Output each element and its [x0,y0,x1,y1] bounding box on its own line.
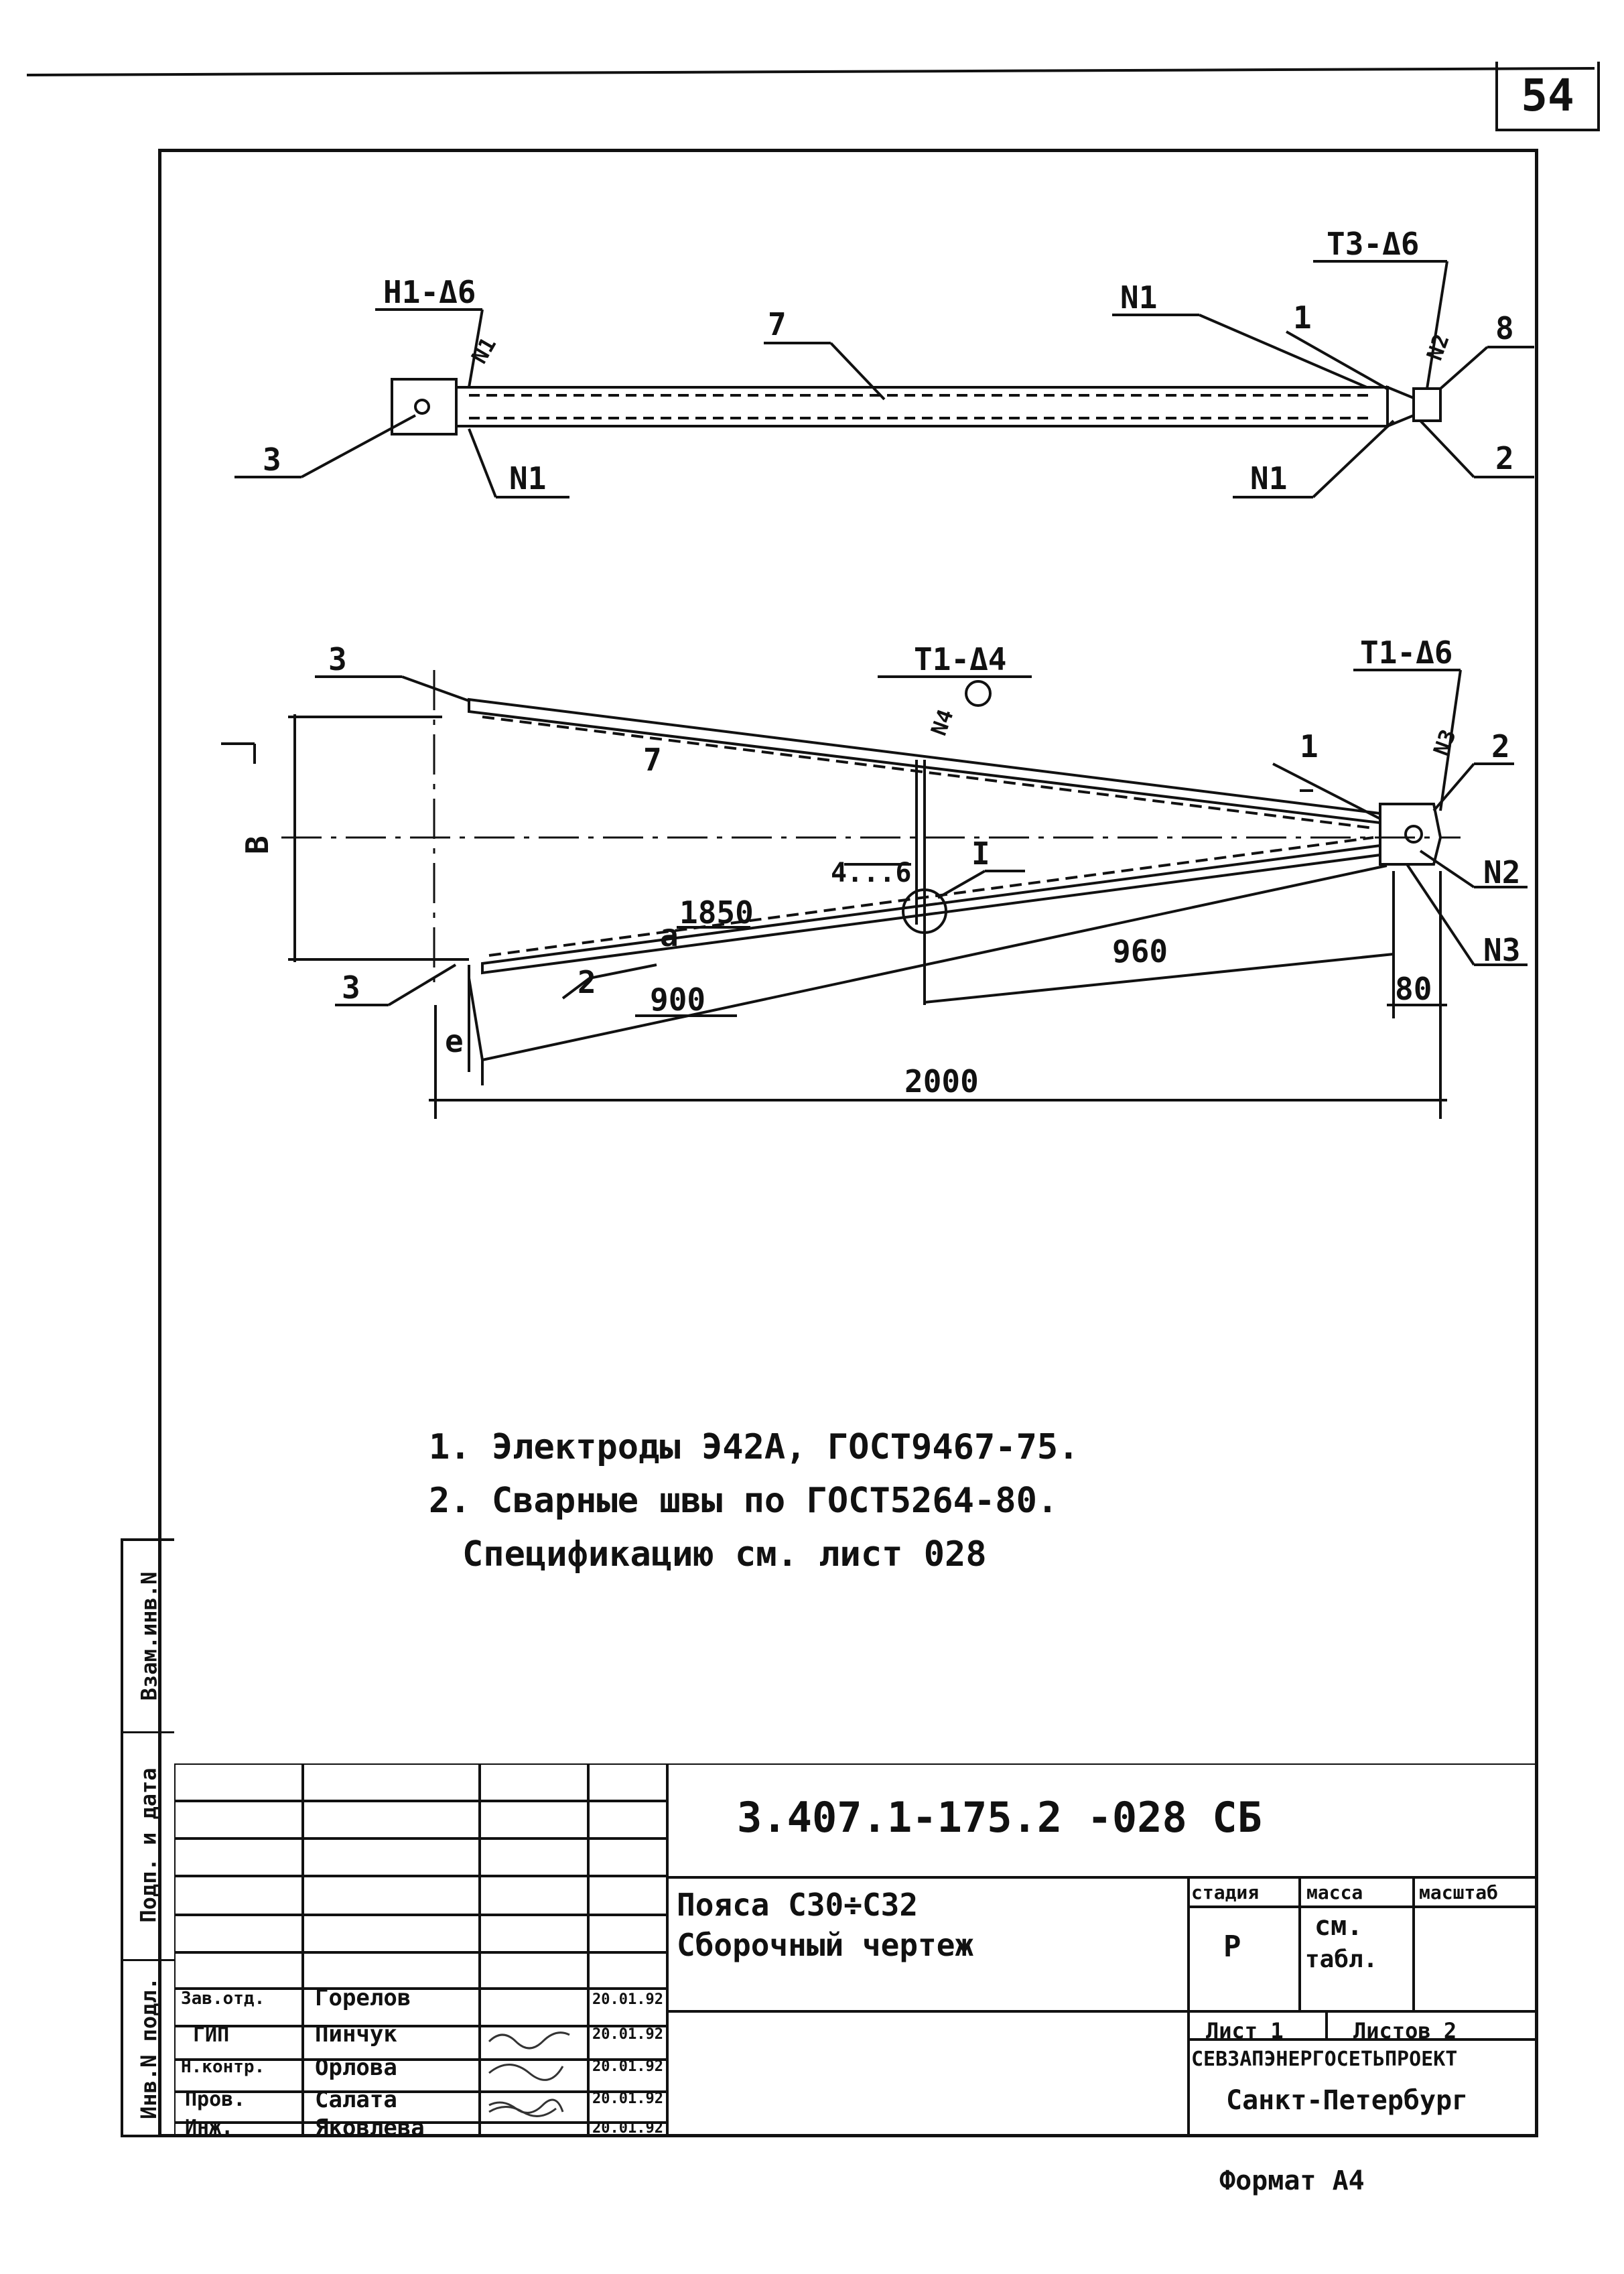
label-front-I: I [971,835,990,872]
signer-name: Орлова [315,2054,397,2081]
label-front-1: 1 [1300,728,1318,764]
page-number: 54 [1495,62,1600,131]
label-front-2-right: 2 [1491,728,1510,764]
signer-date: 20.01.92 [592,2058,663,2075]
side-strip-inv-orig: Инв.N подл. [136,1977,162,2119]
label-front-4-6: 4...6 [831,858,912,888]
label-front-a: a [660,917,679,953]
label-top-t3: T3-Δ6 [1327,226,1420,262]
label-front-e: e [445,1023,464,1059]
label-front-t1-d6: T1-Δ6 [1360,634,1453,671]
front-view [221,670,1528,1119]
label-front-n4: N4 [925,706,959,739]
doc-code: 3.407.1-175.2 -028 СБ [737,1793,1262,1842]
city: Санкт-Петербург [1226,2085,1469,2116]
label-front-2-bottom: 2 [578,964,596,1000]
signer-name: Горелов [315,1985,411,2011]
label-front-3-bottom: 3 [342,969,360,1006]
label-top-h1: H1-Δ6 [383,274,476,310]
label-front-900: 900 [650,982,706,1018]
signer-date: 20.01.92 [592,1991,663,2008]
label-front-t1-d4: T1-Δ4 [914,641,1007,677]
stage-header: стадия [1191,1881,1260,1903]
label-top-n1-a: N1 [1120,279,1158,316]
note-2: 2. Сварные швы по ГОСТ5264-80. [429,1481,1059,1521]
note-3: Спецификацию см. лист 028 [462,1534,987,1575]
signer-role: Инж. [185,2116,234,2139]
label-top-7: 7 [768,306,787,342]
title-line-1: Пояса С30÷С32 [677,1887,919,1923]
signer-role: Н.контр. [181,2057,265,2077]
side-strip-inv-replace: Взам.инв.N [123,1541,174,1733]
label-front-n2: N2 [1483,854,1521,890]
mass-value-1: см. [1314,1911,1363,1942]
mass-value-2: табл. [1305,1946,1378,1973]
label-front-80: 80 [1395,971,1432,1007]
notes [429,1420,1079,1581]
org-name: СЕВЗАПЭНЕРГОСЕТЬПРОЕКТ [1191,2048,1458,2071]
label-front-960: 960 [1112,933,1168,969]
signer-date: 20.01.92 [592,2026,663,2043]
label-top-n1-b: N1 [509,460,547,496]
note-1: 1. Электроды Э42А, ГОСТ9467-75. [429,1427,1079,1467]
sheets-label: Листов 2 [1353,2018,1457,2044]
label-top-8: 8 [1495,310,1514,346]
label-front-n3-bottom: N3 [1483,932,1521,968]
label-front-n3-top: N3 [1428,726,1461,759]
format-label: Формат А4 [1219,2165,1365,2196]
signer-name: Яковлева [315,2115,425,2141]
label-front-3-top: 3 [328,641,347,677]
label-top-n2: N2 [1421,330,1454,364]
signer-name: Салата [315,2086,397,2113]
label-front-2000: 2000 [904,1063,979,1099]
signer-role: ГИП [193,2023,230,2047]
label-top-2: 2 [1495,440,1514,476]
label-top-n1-c: N1 [1250,460,1288,496]
mass-header: масса [1306,1881,1363,1903]
label-front-b: B [239,835,275,854]
signer-role: Пров. [185,2088,246,2111]
side-strip-sign-date: Подп. и дата [123,1731,174,1961]
signer-name: Пинчук [315,2021,397,2048]
scale-header: масштаб [1419,1881,1499,1903]
signer-date: 20.01.92 [592,2120,663,2137]
label-front-7: 7 [643,742,662,778]
label-top-1: 1 [1293,299,1312,336]
signer-date: 20.01.92 [592,2090,663,2107]
label-front-1850: 1850 [679,894,754,931]
title-line-2: Сборочный чертеж [677,1927,974,1963]
stage-value: Р [1223,1930,1241,1964]
signer-role: Зав.отд. [181,1989,265,2009]
label-top-n1-rot: N1 [466,332,502,368]
sheet-label: Лист 1 [1206,2018,1284,2044]
label-top-3: 3 [263,442,281,478]
